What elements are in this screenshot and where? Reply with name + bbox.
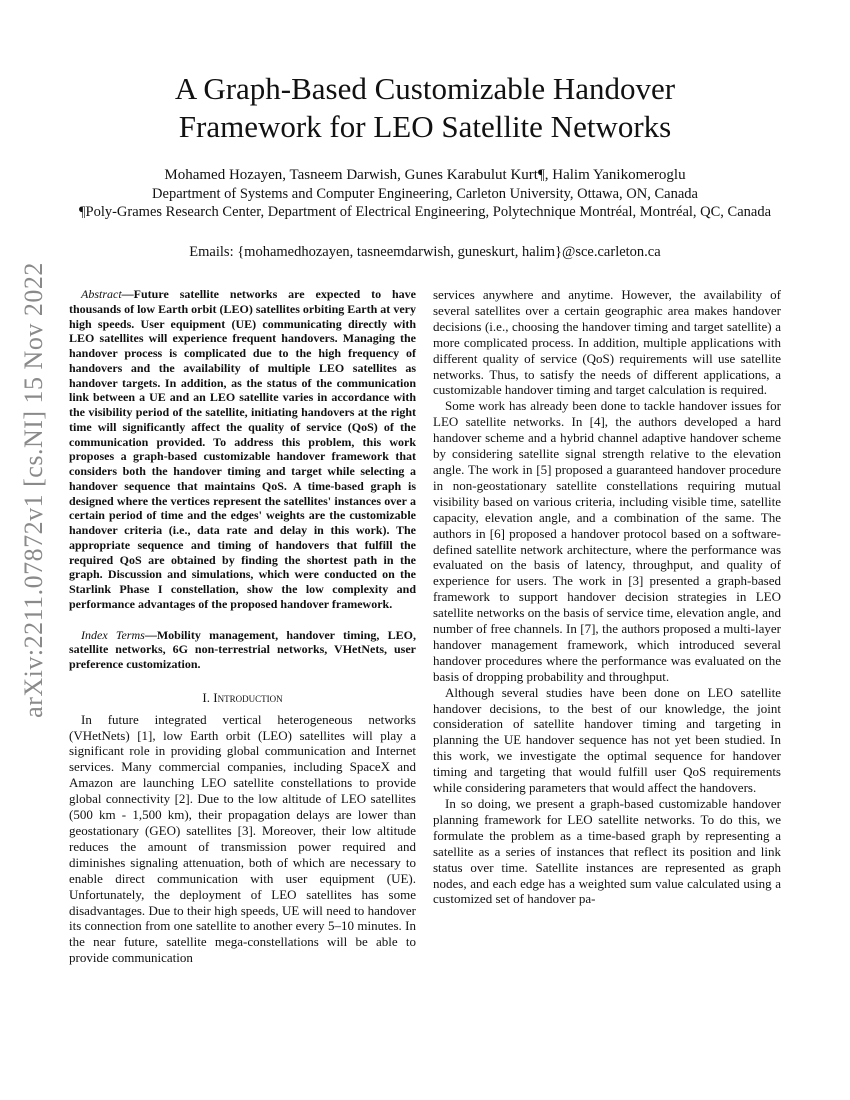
affiliation-polytechnique: ¶Poly-Grames Research Center, Department of Electrical Engineering, Polytechnique Montréal, Montréal, QC, Canada	[78, 204, 772, 220]
right-column	[433, 287, 781, 907]
affiliation-carleton: Department of Systems and Computer Engineering, Carleton University, Ottawa, ON, Canada	[152, 186, 698, 202]
title-line-1: A Graph-Based Customizable Handover	[174, 71, 676, 106]
title-line-2: Framework for LEO Satellite Networks	[178, 109, 672, 144]
intro-paragraph-3: Although several studies have been done on LEO satellite handover decisions, to the best of our knowledge, the joint consideration of satellite handover timing and targeting in planning the UE handover sequence has not yet been studied. In this work, we investigate the optimal sequence for handover timing and targeting that would fulfill user QoS requirements while considering parameters that would affect the handovers.	[433, 684, 781, 796]
author-names: Mohamed Hozayen, Tasneem Darwish, Gunes Karabulut Kurt¶, Halim Yanikomeroglu	[164, 167, 686, 183]
author-block	[0, 166, 850, 261]
left-column	[69, 287, 416, 966]
paper-title	[0, 70, 850, 146]
index-terms-text: —Mobility management, handover timing, LEO, satellite networks, 6G non-terrestrial networks, VHetNets, user preference customization.	[69, 627, 416, 671]
abstract-text: —Future satellite networks are expected to have thousands of low Earth orbit (LEO) satellites orbiting Earth at very high speeds. User equipment (UE) communicating directly with LEO satellites will experience frequent handovers. Managing the handover process is complicated due to the high frequency of handovers and the availability of multiple LEO satellites as handover targets. In addition, as the status of the communication link between a UE and an LEO satellite varies in accordance with the visibility period of the satellite, initiating handovers at the right time will significantly affect the quality of service (QoS) of the communication provided. To address this problem, this work proposes a graph-based customizable handover framework that considers both the handover timing and target while selecting a handover sequence that maintains QoS. A time-based graph is designed where the vertices represent the satellites' instances over a certain period of time and the edges' weights are the customizable handover criteria (i.e., data rate and delay in this work). The appropriate sequence and timing of handovers that fulfill the required QoS are obtained by finding the shortest path in the graph. Discussion and simulations, which were conducted on the Starlink Phase I constellation, show the low complexity and performance advantages of the proposed handover framework.	[69, 287, 416, 611]
arxiv-stamp	[14, 255, 54, 725]
section-heading-introduction: I. Introduction	[202, 689, 283, 705]
intro-paragraph-2: Some work has already been done to tackle handover issues for LEO satellite networks. In [4], the authors developed a hard handover scheme and a hybrid channel adaptive handover scheme by considering satellite signal strength relative to the elevation angle. The work in [5] proposed a guaranteed handover procedure in non-geostationary satellite constellations requiring mutual visibility based on various criteria, including visible time, satellite capacity, elevation angle, and a combination of the same. The authors in [6] proposed a handover protocol based on a software-defined satellite network architecture, where the performance was evaluated on the basis of latency, throughput, and quality of experience for users. The work in [3] presented a graph-based framework to support handover decision strategies in LEO satellite networks on the basis of service time, elevation angle, and number of free channels. In [7], the authors proposed a multi-layer handover management framework, which introduced several handover procedures where the performance was evaluated on the basis of dropping probability and throughput.	[433, 398, 781, 684]
author-emails: Emails: {mohamedhozayen, tasneemdarwish, guneskurt, halim}@sce.carleton.ca	[189, 244, 661, 260]
intro-paragraph-1: In future integrated vertical heterogeneous networks (VHetNets) [1], low Earth orbit (LEO) satellites will play a significant role in providing global communication and Internet services. Many commercial companies, including SpaceX and Amazon are launching LEO satellite constellations to provide global connectivity [2]. Due to the low altitude of LEO satellites (500 km - 1,500 km), their propagation delays are lower than geostationary (GEO) satellites [3]. Moreover, their low altitude reduces the amount of transmission power required and diminishes signaling attenuation, both of which are necessary to enable direct communication with user equipment (UE). Unfortunately, the deployment of LEO satellites has some disadvantages. Due to their high speeds, UE will need to handover its connection from one satellite to another every 5–10 minutes. In the near future, satellite mega-constellations will be able to provide communication	[69, 711, 416, 966]
arxiv-stamp-text: arXiv:2211.07872v1 [cs.NI] 15 Nov 2022	[19, 262, 48, 718]
intro-paragraph-4: In so doing, we present a graph-based customizable handover planning framework for LEO satellite networks. To do this, we formulate the problem as a time-based graph by representing a satellite as a series of instances that reflect its position and link status over time. Satellite instances are represented as graph nodes, and each edge has a weighted sum value calculated using a customized set of handover pa-	[433, 796, 781, 907]
abstract-label: Abstract	[81, 287, 122, 301]
abstract	[69, 287, 416, 612]
index-terms-label: Index Terms	[81, 627, 145, 642]
index-terms	[69, 628, 416, 672]
intro-paragraph-1-continued: services anywhere and anytime. However, the availability of several satellites over a certain geographic area makes handover decisions (i.e., choosing the handover timing and target satellite) a more complicated process. In addition, multiple applications with different quality of service (QoS) requirements will use satellite networks. Thus, to satisfy the needs of different applications, a customizable handover timing and target calculation is required.	[433, 287, 781, 398]
